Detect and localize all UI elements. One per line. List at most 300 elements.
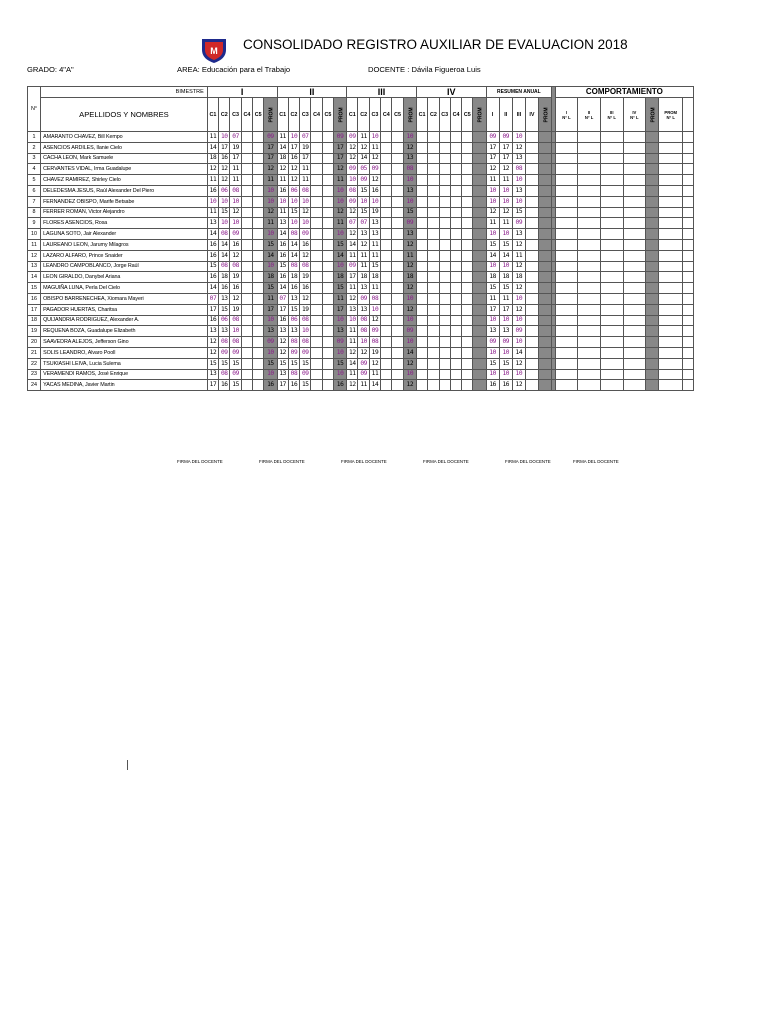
grade-cell [311, 229, 322, 240]
grade-cell [462, 142, 473, 153]
comp-cell [578, 207, 601, 218]
grade-cell: 06 [219, 185, 230, 196]
grade-cell [439, 272, 450, 283]
grade-cell: 12 [277, 337, 288, 348]
comp-cell [683, 304, 694, 315]
grade-cell: 07 [277, 293, 288, 304]
comp-cell [555, 358, 578, 369]
grade-cell [322, 132, 333, 143]
grade-cell [311, 337, 322, 348]
grade-cell: 15 [300, 358, 311, 369]
grade-cell [428, 369, 439, 380]
grade-cell [253, 250, 264, 261]
grade-cell: 10 [219, 196, 230, 207]
grade-cell [241, 132, 252, 143]
grade-cell [462, 229, 473, 240]
comp-cell [683, 380, 694, 391]
grade-cell: 11 [230, 164, 241, 175]
comp-cell [600, 196, 623, 207]
grade-cell: 17 [300, 153, 311, 164]
grade-cell [416, 326, 427, 337]
grade-cell: 12 [369, 358, 380, 369]
grade-cell: 14 [277, 229, 288, 240]
resumen-cell: 10 [512, 196, 525, 207]
prom-cell: 10 [264, 185, 277, 196]
grade-cell [439, 261, 450, 272]
grade-cell [428, 207, 439, 218]
grade-cell: 15 [219, 207, 230, 218]
grade-cell: 16 [277, 250, 288, 261]
grade-cell [450, 196, 461, 207]
row-number: 15 [28, 283, 41, 294]
table-row [28, 229, 694, 240]
grade-cell [253, 175, 264, 186]
comp-cell [578, 250, 601, 261]
comp-cell [600, 369, 623, 380]
grade-cell [241, 142, 252, 153]
comp-cell [659, 315, 683, 326]
grade-cell: 11 [347, 283, 358, 294]
grade-cell [381, 304, 392, 315]
comp-cell [623, 164, 646, 175]
comp-cell [555, 326, 578, 337]
comp-cell [659, 347, 683, 358]
grade-cell: 09 [347, 196, 358, 207]
comp-cell [600, 250, 623, 261]
comp-cell [659, 272, 683, 283]
comp-cell [683, 175, 694, 186]
grade-cell: 08 [230, 315, 241, 326]
prom-cell [473, 369, 486, 380]
grade-cell: 09 [369, 164, 380, 175]
header-comp-ii [578, 98, 601, 132]
prom-cell: 18 [264, 272, 277, 283]
grade-cell: 16 [300, 283, 311, 294]
grade-cell: 12 [347, 347, 358, 358]
grade-cell [439, 196, 450, 207]
grade-cell [416, 164, 427, 175]
grade-cell [241, 283, 252, 294]
grade-cell [241, 153, 252, 164]
grade-cell [450, 239, 461, 250]
grade-cell [241, 380, 252, 391]
prom-nl-bottom: N° L [666, 114, 675, 120]
grade-cell [322, 175, 333, 186]
grade-cell: 16 [207, 239, 218, 250]
comp-cell [555, 196, 578, 207]
prom-cell: 10 [264, 369, 277, 380]
comp-cell [623, 185, 646, 196]
grade-cell: 09 [230, 229, 241, 240]
student-name: CACHA LEON, Mark Samuele [41, 153, 208, 164]
grade-cell [416, 229, 427, 240]
header-col-c5: C5 [253, 98, 264, 132]
grade-cell [416, 337, 427, 348]
grade-cell: 10 [219, 218, 230, 229]
row-number: 21 [28, 347, 41, 358]
grade-cell [241, 261, 252, 272]
header-resumen-prom-text: PROM [543, 107, 550, 122]
header-no: N° [28, 87, 41, 132]
comp-cell [600, 272, 623, 283]
comp-cell [683, 369, 694, 380]
comp-cell [683, 347, 694, 358]
comp-cell [600, 315, 623, 326]
resumen-prom-cell [539, 239, 552, 250]
table-row [28, 347, 694, 358]
grade-cell [311, 185, 322, 196]
student-name: REQUENA BOZA, Guadalupe Elizabeth [41, 326, 208, 337]
grade-cell [428, 347, 439, 358]
header-comp-i [555, 98, 578, 132]
comp-cell [659, 153, 683, 164]
prom-cell [473, 164, 486, 175]
comp-prom-cell [646, 218, 659, 229]
grade-cell: 09 [300, 229, 311, 240]
comp-cell [623, 196, 646, 207]
grade-cell: 13 [288, 326, 299, 337]
firma-docente-3: FIRMA DEL DOCENTE [341, 459, 387, 464]
header-bimestre-4: IV [416, 87, 486, 98]
grade-cell: 09 [300, 369, 311, 380]
grade-cell [381, 132, 392, 143]
grade-cell [392, 229, 403, 240]
grade-cell: 12 [207, 337, 218, 348]
comp-prom-cell [646, 293, 659, 304]
resumen-cell: 09 [499, 337, 512, 348]
table-row [28, 218, 694, 229]
resumen-prom-cell [539, 207, 552, 218]
grade-cell [381, 153, 392, 164]
comp-cell [623, 261, 646, 272]
prom-cell: 12 [403, 358, 416, 369]
prom-cell: 10 [334, 315, 347, 326]
grade-cell [439, 164, 450, 175]
grade-cell [253, 207, 264, 218]
comp-cell [600, 326, 623, 337]
area-label: AREA: Educación para el Trabajo [177, 65, 291, 74]
grade-cell [381, 358, 392, 369]
comp-prom-cell [646, 380, 659, 391]
resumen-cell: 14 [499, 250, 512, 261]
comp-prom-cell [646, 326, 659, 337]
grade-cell [450, 153, 461, 164]
grade-cell: 11 [277, 175, 288, 186]
grade-cell [428, 315, 439, 326]
comp-cell [555, 142, 578, 153]
grade-cell [392, 196, 403, 207]
grade-cell: 12 [300, 250, 311, 261]
grade-cell: 13 [347, 304, 358, 315]
student-name: YACAS MEDINA, Javier Martin [41, 380, 208, 391]
prom-cell: 15 [264, 283, 277, 294]
grade-cell [392, 326, 403, 337]
student-name: FLORES ASENCIOS, Rosa [41, 218, 208, 229]
grade-cell: 12 [358, 347, 369, 358]
grade-cell: 14 [347, 358, 358, 369]
comp-cell [659, 369, 683, 380]
grade-cell [322, 283, 333, 294]
grade-cell [253, 326, 264, 337]
comp-cell [578, 185, 601, 196]
grade-cell [311, 207, 322, 218]
grade-cell: 12 [347, 293, 358, 304]
resumen-cell [525, 369, 538, 380]
grade-cell [253, 164, 264, 175]
comp-cell [578, 153, 601, 164]
grade-cell [311, 326, 322, 337]
comp-cell [600, 304, 623, 315]
row-number: 3 [28, 153, 41, 164]
comp-cell [555, 293, 578, 304]
grade-cell: 09 [219, 347, 230, 358]
comp-cell [623, 132, 646, 143]
grade-cell: 17 [288, 142, 299, 153]
grade-cell [392, 250, 403, 261]
comp-prom-cell [646, 272, 659, 283]
prom-cell: 17 [264, 304, 277, 315]
resumen-cell: 10 [512, 175, 525, 186]
grade-cell: 08 [300, 261, 311, 272]
comp-cell [623, 250, 646, 261]
grade-cell [253, 142, 264, 153]
row-number: 6 [28, 185, 41, 196]
grade-cell [381, 326, 392, 337]
prom-cell: 18 [403, 272, 416, 283]
comp-cell [683, 142, 694, 153]
comp-cell [683, 283, 694, 294]
grade-cell [381, 369, 392, 380]
prom-cell: 10 [264, 315, 277, 326]
comp-cell [623, 272, 646, 283]
comp-cell [683, 218, 694, 229]
grade-cell [381, 229, 392, 240]
grade-cell [392, 207, 403, 218]
prom-cell: 17 [334, 142, 347, 153]
header-comportamiento: COMPORTAMIENTO [555, 87, 693, 98]
resumen-cell [525, 185, 538, 196]
grade-cell [381, 175, 392, 186]
grade-cell [392, 315, 403, 326]
grade-cell [322, 196, 333, 207]
comp-prom-cell [646, 337, 659, 348]
table-row [28, 175, 694, 186]
header-col-c2: C2 [428, 98, 439, 132]
grade-cell [462, 153, 473, 164]
resumen-prom-cell [539, 347, 552, 358]
grade-cell: 12 [358, 142, 369, 153]
grade-cell: 15 [219, 358, 230, 369]
student-name: DELEDESMA JESUS, Raúl Alexander Del Piero [41, 185, 208, 196]
grade-cell: 08 [219, 369, 230, 380]
grade-cell: 11 [358, 380, 369, 391]
prom-cell [473, 153, 486, 164]
comp-cell [600, 380, 623, 391]
grade-cell [241, 250, 252, 261]
grade-cell [439, 239, 450, 250]
grade-cell [253, 293, 264, 304]
row-number: 18 [28, 315, 41, 326]
grade-cell: 10 [300, 218, 311, 229]
resumen-prom-cell [539, 185, 552, 196]
page-title: CONSOLIDADO REGISTRO AUXILIAR DE EVALUACION 2018 [243, 37, 628, 52]
prom-cell: 16 [264, 380, 277, 391]
firma-docente-1: FIRMA DEL DOCENTE [177, 459, 223, 464]
grade-cell [416, 293, 427, 304]
prom-cell: 15 [334, 239, 347, 250]
grade-cell [311, 164, 322, 175]
grade-cell: 16 [288, 283, 299, 294]
prom-cell [473, 196, 486, 207]
grade-cell [311, 369, 322, 380]
prom-cell: 10 [334, 229, 347, 240]
grade-cell: 12 [347, 229, 358, 240]
grade-cell [416, 380, 427, 391]
comp-prom-cell [646, 207, 659, 218]
resumen-prom-cell [539, 315, 552, 326]
grade-cell [439, 250, 450, 261]
grade-cell: 10 [358, 337, 369, 348]
comp-cell [555, 380, 578, 391]
prom-cell: 12 [403, 261, 416, 272]
grade-cell: 11 [358, 132, 369, 143]
grade-cell: 15 [369, 261, 380, 272]
grade-cell [428, 380, 439, 391]
prom-cell [473, 315, 486, 326]
comp-cell [683, 153, 694, 164]
comp-cell [578, 283, 601, 294]
prom-cell [473, 175, 486, 186]
grade-cell [253, 196, 264, 207]
comp-cell [600, 218, 623, 229]
grade-cell: 15 [288, 358, 299, 369]
comp-cell [623, 229, 646, 240]
grade-cell [322, 164, 333, 175]
row-number: 24 [28, 380, 41, 391]
row-number: 4 [28, 164, 41, 175]
comp-cell [555, 207, 578, 218]
grade-cell [311, 380, 322, 391]
resumen-prom-cell [539, 337, 552, 348]
resumen-prom-cell [539, 218, 552, 229]
grade-cell [381, 315, 392, 326]
grade-cell [311, 239, 322, 250]
prom-cell: 11 [264, 218, 277, 229]
prom-cell [473, 142, 486, 153]
grade-cell [381, 380, 392, 391]
grade-cell [439, 283, 450, 294]
grade-cell [428, 293, 439, 304]
grade-cell: 15 [219, 304, 230, 315]
grade-cell [241, 272, 252, 283]
grade-cell: 08 [219, 261, 230, 272]
grade-cell: 14 [277, 283, 288, 294]
grade-cell: 09 [347, 164, 358, 175]
resumen-cell: 13 [486, 326, 499, 337]
student-name: LEANDRO CAMPOBLANCO, Jorge Raúl [41, 261, 208, 272]
resumen-prom-cell [539, 283, 552, 294]
table-row [28, 132, 694, 143]
prom-cell: 17 [264, 153, 277, 164]
prom-cell: 10 [264, 196, 277, 207]
comp-cell [555, 132, 578, 143]
grade-cell [462, 326, 473, 337]
header-prom [473, 98, 486, 132]
comp-cell [683, 250, 694, 261]
grade-cell: 10 [277, 196, 288, 207]
comp-col-label: I [565, 109, 568, 115]
grade-cell [253, 239, 264, 250]
prom-cell: 11 [264, 175, 277, 186]
header-col-c5: C5 [322, 98, 333, 132]
grade-cell: 12 [347, 142, 358, 153]
resumen-prom-cell [539, 369, 552, 380]
grade-cell [428, 175, 439, 186]
comp-cell [555, 185, 578, 196]
prom-cell: 12 [334, 207, 347, 218]
grade-cell: 16 [207, 185, 218, 196]
grade-cell [416, 175, 427, 186]
row-number: 1 [28, 132, 41, 143]
resumen-cell [525, 153, 538, 164]
comp-prom-cell [646, 142, 659, 153]
grade-cell [439, 142, 450, 153]
grade-cell: 10 [288, 132, 299, 143]
header-col-c3: C3 [300, 98, 311, 132]
resumen-cell: 11 [499, 175, 512, 186]
grade-cell [322, 272, 333, 283]
prom-cell [473, 283, 486, 294]
comp-cell [659, 304, 683, 315]
resumen-prom-cell [539, 358, 552, 369]
grade-cell: 14 [277, 142, 288, 153]
grade-cell: 12 [347, 153, 358, 164]
prom-cell: 08 [403, 164, 416, 175]
resumen-cell: 11 [499, 218, 512, 229]
grade-cell: 08 [288, 261, 299, 272]
student-name: CHAVEZ RAMIREZ, Shirley Cielo [41, 175, 208, 186]
grade-cell: 14 [347, 239, 358, 250]
grade-cell [439, 369, 450, 380]
grade-cell [416, 272, 427, 283]
comp-cell [600, 283, 623, 294]
comp-cell [555, 304, 578, 315]
prom-cell: 10 [403, 132, 416, 143]
header-comp-prom [646, 98, 659, 132]
resumen-cell: 18 [486, 272, 499, 283]
grade-cell [381, 250, 392, 261]
comp-col-label: IV [632, 109, 637, 115]
grade-cell [241, 293, 252, 304]
grade-cell [322, 358, 333, 369]
header-prom [334, 98, 347, 132]
comp-col-nl: N° L [562, 114, 571, 120]
grade-cell: 17 [230, 153, 241, 164]
comp-cell [578, 272, 601, 283]
row-number: 20 [28, 337, 41, 348]
comp-prom-cell [646, 229, 659, 240]
grade-cell [392, 153, 403, 164]
grade-cell [462, 261, 473, 272]
resumen-cell: 15 [486, 358, 499, 369]
comp-cell [683, 185, 694, 196]
header-col-c1: C1 [207, 98, 218, 132]
row-number: 2 [28, 142, 41, 153]
grade-cell [253, 132, 264, 143]
grade-cell [450, 261, 461, 272]
resumen-cell: 12 [499, 207, 512, 218]
grade-cell: 16 [219, 283, 230, 294]
